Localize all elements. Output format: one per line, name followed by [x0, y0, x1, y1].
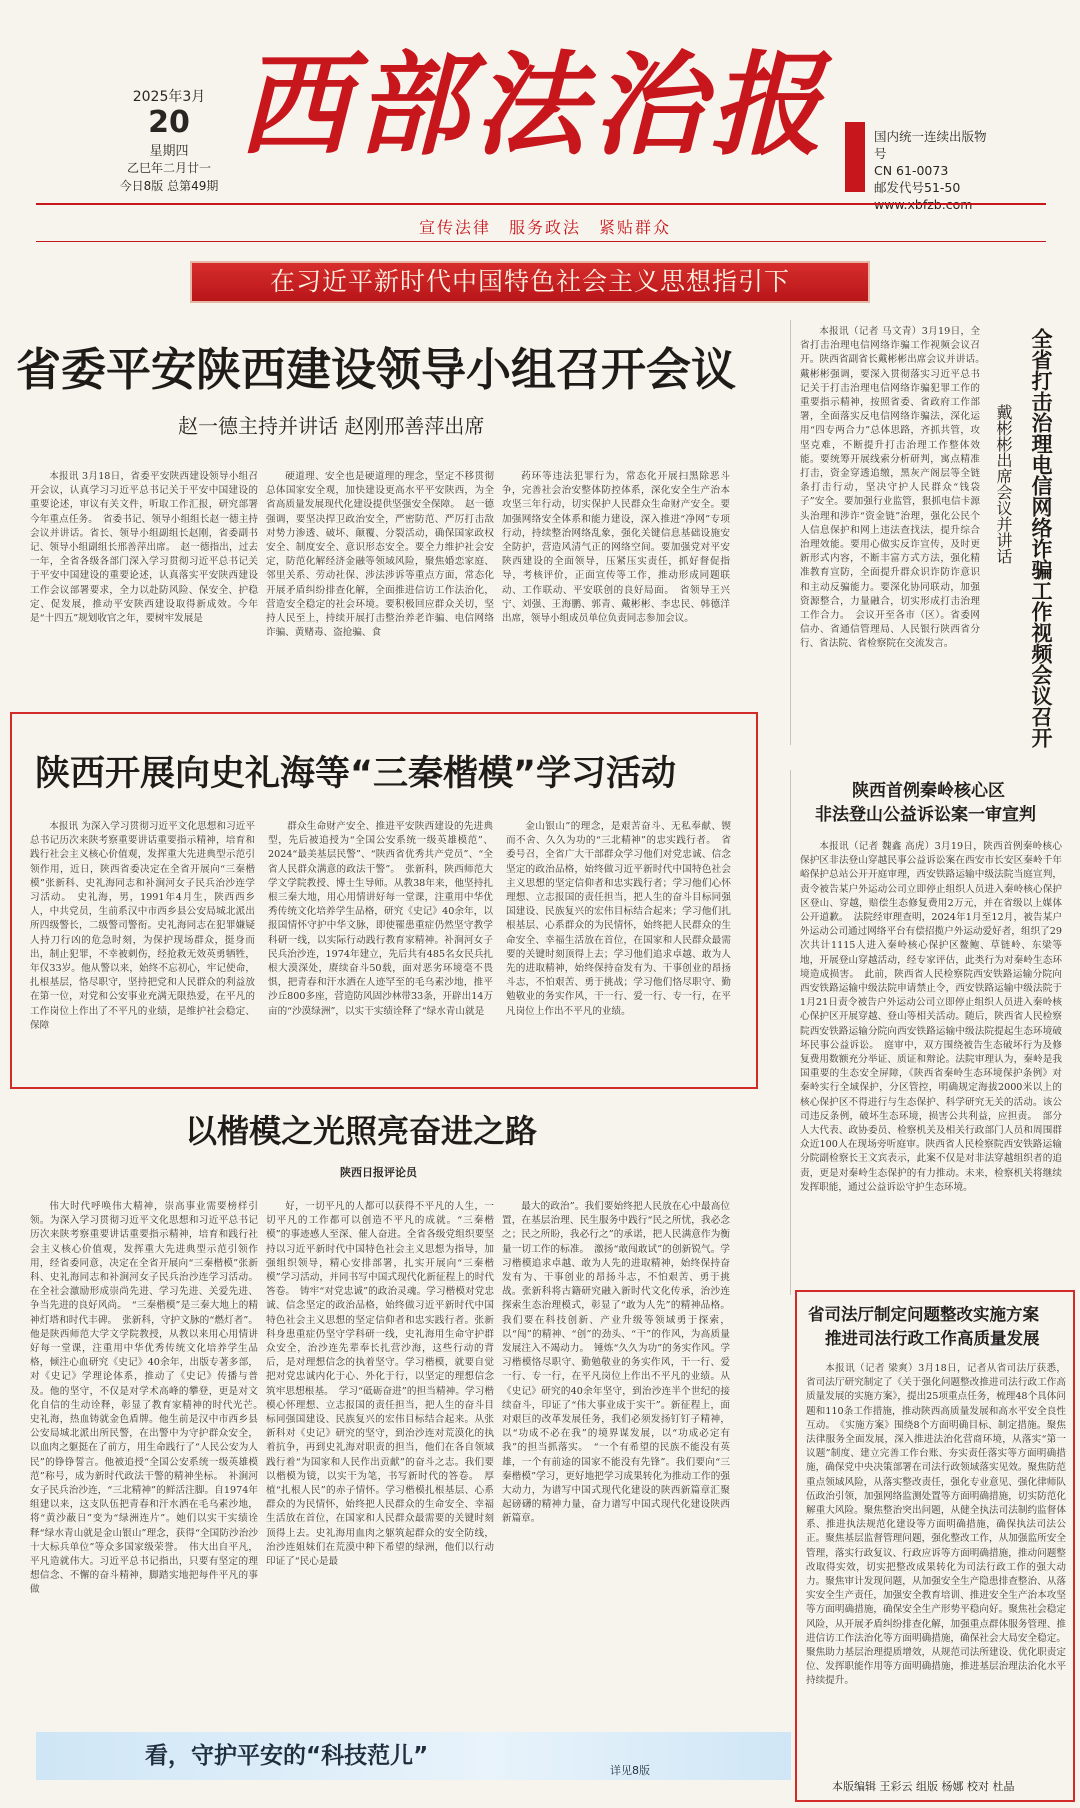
- justice-article-body: 本报讯（记者 梁爽）3月18日，记者从省司法厅获悉，省司法厅研究制定了《关于强化问题整改推进司法行政工作高质量发展的实施方案》，提出25项重点任务，梳理48个具体问题和110条工作措施，推动陕西高质量发展和高水平安全良性互动。 《实施方案》围绕8个方面明确目标、制定措施。聚焦法律服务全面发展，深入推进法治化营商环境，从落实“第一议题”制度、建立完善工作台账、夯实责任落实等方面明确措施，确保党中央决策部署在司法行政领域落实见效。聚焦防范重点领域风险，从落实整改责任，强化专业意见、强化律师队伍政治引领，加强网络监测处置等方面明确措施，切实防范化解重大风险。聚焦整治突出问题，从健全执法司法制约监督体系、推进执法规范化建设等方面明确措施，确保执法司法公正。聚焦基层监督管理问题，强化整改工作，从加强监所安全管理，落实行政复议、行政应诉等方面明确措施，推动问题整改取得实效，切实把整改成果转化为司法行政工作的强大动力。聚焦审计发现问题，从加强安全生产隐患排查整治、从落实安全生产责任，加强安全教育培训、推进安全生产治本攻坚等方面明确措施，确保安全生产形势平稳向好。聚焦社会稳定风险，从开展矛盾纠纷排查化解，加强重点群体服务管理、推进信访工作法治化等方面明确措施，确保社会大局安全稳定。聚焦助力基层治理提质增效，从规范司法所建设、优化职责定位、发挥职能作用等方面明确措施，推进基层治理法治化水平持续提升。: [806, 1363, 1066, 1687]
- qinling-headline-2: 非法登山公益诉讼案一审宣判: [815, 805, 1036, 825]
- telecom-subheadline: 戴彬彬出席会议并讲话: [994, 404, 1013, 564]
- issue-pages: 今日8版 总第49期: [119, 179, 219, 193]
- lead-column-2: 硬道理、安全也是硬道理的理念，坚定不移贯彻总体国家安全观，加快建设更高水平平安陕西，为全省高质量发展现代化建设提供坚强安全保障。 赵一德强调，要坚决捍卫政治安全，严密防范、严厉打击敌对势力渗透、破坏、颠覆、分裂活动，确保国家政权安全、制度安全、意识形态安全。要全力维护社会安定，防范化解经济金融等领域风险，聚焦婚恋家庭、邻里关系、劳动社保、涉法涉诉等重点方面，常态化开展矛盾纠纷排查化解，全面推进信访工作法治化，营造安全稳定的社会环境。要积极回应群众关切，坚持人民至上，持续开展打击整治养老诈骗、电信网络诈骗、黄赌毒、盗抢骗、食: [266, 471, 494, 639]
- slogan-rule: [36, 241, 1046, 242]
- lead-column-3: 药环等违法犯罪行为，常态化开展扫黑除恶斗争，完善社会治安整体防控体系，深化安全生产治本攻坚三年行动，切实保护人民群众生命财产安全。要加强网络安全体系和能力建设，深入推进“净网”专项行动，持续整治网络乱象，强化关键信息基础设施安全防护，营造风清气正的网络空间。要加强党对平安陕西建设的全面领导，压紧压实责任，抓好督促指导，考核评价，正面宣传等工作，推动形成同题联动、工作联动、平安联创的良好局面。 省领导王兴宁、刘强、王海鹏、郭青、戴彬彬、李忠民、韩德洋出席，领导小组成员单位负责同志参加会议。: [502, 471, 730, 625]
- masthead-red-bar: [845, 122, 865, 192]
- lead-column-1: 本报讯 3月18日，省委平安陕西建设领导小组召开会议，认真学习习近平总书记关于平安中国建设的重要论述，审议有关文件，听取工作汇报，研究部署今年重点任务。 省委书记、领导小组组长赵一德主持会议并讲话。省长、领导小组副组长赵刚，省委副书记、领导小组副组长邢善萍出席。 赵一德指出，过去一年，全省各级各部门深入学习贯彻习近平总书记关于平安中国建设的重要论述，认真落实平安陕西建设工作会议部署要求，全力以赴防风险、保安全、护稳定、促发展，推动平安陕西建设取得新成效。今年是“十四五”规划收官之年，要树牢发展是: [30, 471, 258, 625]
- sanqin-column-3: 金山银山”的理念，是艰苦奋斗、无私奉献、锲而不舍、久久为功的“三北精神”的忠实践行者。 省委号召，全省广大干部群众学习他们对党忠诚、信念坚定的政治品格，始终做习近平新时代中国特色社会主义思想的坚定信仰者和忠实践行者；学习他们心怀理想、立志报国的责任担当，把人生的奋斗目标同强国建设、民族复兴的宏伟目标结合起来；学习他们扎根基层、心系群众的为民情怀，始终把人民群众的生命安全、幸福生活放在首位，在国家和人民群众最需要的关键时刻顶得上去；学习他们追求卓越、敢为人先的进取精神，始终保持奋发有为、干事创业的昂扬斗志，不怕艰苦、勇于挑战；学习他们恪尽职守、勤勉敬业的务实作风，干一行、爱一行、专一行，在平凡岗位上作出不平凡的业绩。: [506, 821, 731, 1017]
- page-editor-credits: 本版编辑 王彩云 组版 杨娜 校对 杜晶: [832, 1780, 1015, 1793]
- theme-banner-text: 在习近平新时代中国特色社会主义思想指引下: [269, 267, 790, 296]
- publication-info: [874, 128, 994, 213]
- newspaper-logo-title: 西部法治报: [238, 40, 828, 171]
- telecom-headline: 全省打击治理电信网络诈骗工作视频会议召开: [1029, 328, 1053, 748]
- publication-info-line: 邮发代号51-50: [874, 180, 961, 195]
- date-day: 20: [148, 105, 190, 140]
- qinling-article-body: 本报讯（记者 魏鑫 高虎）3月19日，陕西首例秦岭核心保护区非法登山穿越民事公益诉讼案在西安市长安区秦岭千年峪保护总站公开开庭审理，西安铁路运输中级法院当庭宣判，责令被告某户外运动公司立即停止组织人员进入秦岭核心保护区登山、穿越，赔偿生态修复费用2万元，并在省级以上媒体公开道歉。 法院经审理查明，2024年1月至12月，被告某户外运动公司通过网络平台有偿招揽户外运动爱好者，组织了29次共计1115人进入秦岭核心保护区鳌鲍、草链岭、东梁等地，开展登山穿越活动，经专家评估，此类行为对秦岭生态环境造成损害。 此前，陕西省人民检察院西安铁路运输分院向西安铁路运输中级法院申请禁止令，西安铁路运输中级法院于1月21日责令被告户外运动公司立即停止组织人员进入秦岭核心保护区开展穿越、登山等相关活动。随后，陕西省人民检察院西安铁路运输分院向西安铁路运输中级法院提起生态环境破坏民事公益诉讼。 庭审中，双方围绕被告生态破坏行为及修复费用数额充分举证、质证和辩论。法院审理认为，秦岭是我国重要的生态安全屏障，《陕西省秦岭生态环境保护条例》对秦岭实行全域保护，分区管控，明确规定海拔2000米以上的核心保护区不得进行与生态保护、科学研究无关的活动。该公司违反条例，破坏生态环境，损害公共利益，应担责。 部分人大代表、政协委员、检察机关及相关行政部门人员和周围群众近100人在现场旁听庭审。陕西省人民检察院西安铁路运输分院副检察长王文宾表示，此案不仅是对非法穿越组织者的追责，更是对秦岭生态保护的有力推动。未来，检察机关将继续发挥职能，通过公益诉讼守护生态环境。: [800, 841, 1062, 1193]
- commentary-column-1: 伟大时代呼唤伟大精神，崇高事业需要榜样引领。为深入学习贯彻习近平文化思想和习近平总书记历次来陕考察重要讲话重要指示精神，培育和践行社会主义核心价值观，发挥重大先进典型示范引领作用，经省委同意，决定在全省开展向“三秦楷模”张新科、史礼海同志和补涧河女子民兵治沙连学习活动。在全社会激励形成崇尚先进、学习先进、关爱先进、争当先进的良好风尚。 “三秦楷模”是三秦大地上的精神灯塔和时代丰碑。 张新科，守护文脉的“燃灯者”。他是陕西师范大学文学院教授，从教以来用心用情讲好每一堂课，注重用中华优秀传统文化培养学生品格，倾注心血研究《史记》40余年，出版专著多部，对《史记》学理论体系，推动了《史记》传播与普及。他的坚守，不仅是对学术高峰的攀登，更是对文化自信的生动诠释，彰显了教育家精神的时代光芒。 史礼海，热血铸就金色盾牌。他生前是汉中市西乡县公安局城北派出所民警，在出警中为守护群众安全，以血肉之躯挺在了前方，用生命践行了“人民公安为人民”的铮铮誓言。他被追授“全国公安系统一级英雄模范”称号，成为新时代政法干警的精神坐标。 补涧河女子民兵治沙连，“三北精神”的鲜活注脚。自1974年组建以来，这支队伍把青春和汗水洒在毛乌素沙地，将“黄沙蔽日”变为“绿洲连片”。她们以实干实绩诠释“绿水青山就是金山银山”理念，获得“全国防沙治沙十大标兵单位”等众多国家级荣誉。 伟大出自平凡，平凡造就伟大。习近平总书记指出，只要有坚定的理想信念、不懈的奋斗精神，脚踏实地把每件平凡的事做: [30, 1201, 268, 1596]
- masthead-date-block: [104, 86, 234, 195]
- justice-headline: 省司法厅制定问题整改实施方案: [808, 1305, 1039, 1324]
- sanqin-headline: 陕西开展向史礼海等“三秦楷模”学习活动: [35, 754, 677, 794]
- commentary-headline: 以楷模之光照亮奋进之路: [185, 1112, 538, 1150]
- commentary-column-2: 好，一切平凡的人都可以获得不平凡的人生，一切平凡的工作都可以创造不平凡的成就。“三秦楷模”的事迹感人至深、催人奋进。全省各级党组织要坚持以习近平新时代中国特色社会主义思想为指导，加强组织领导，精心安排部署，扎实开展向“三秦楷模”学习活动，并同书写中国式现代化新征程上的时代答卷。 铸牢“对党忠诚”的政治灵魂。学习楷模对党忠诚、信念坚定的政治品格，始终做习近平新时代中国特色社会主义思想的坚定信仰者和忠实践行者。张新科身患重症仍坚守学科研一线，史礼海用生命守护群众安全，治沙连先辈奉长扎营沙海，这些行动的背后，是对理想信念的执着坚守。学习楷模，就要自觉把对党忠诚内化于心、外化于行，以坚定的理想信念筑牢思想根基。 学习“砥砺奋进”的担当精神。学习楷模心怀理想、立志报国的责任担当，把人生的奋斗目标同强国建设、民族复兴的宏伟目标结合起来。从张新科对《史记》研究的坚守，到治沙连对荒漠化的执着抗争，再到史礼海对职责的担当，他们在各自领域践行着“为国家和人民作出贡献”的奋斗之志。我们要以楷模为镜，以实干为笔，书写新时代的答卷。 厚植“扎根人民”的赤子情怀。学习楷模扎根基层、心系群众的为民情怀，始终把人民群众的生命安全、幸福生活放在首位，在国家和人民群众最需要的关键时刻顶得上去。史礼海用血肉之躯筑起群众的安全防线，治沙连姐妹们在荒漠中种下希望的绿洲，他们以行动印证了“民心是最: [266, 1201, 494, 1568]
- sanqin-column-1: 本报讯 为深入学习贯彻习近平文化思想和习近平总书记历次来陕考察重要讲话重要指示精神，培育和践行社会主义核心价值观，发挥重大先进典型示范引领作用，近日，陕西省委决定在全省开展向“三秦楷模”张新科、史礼海同志和补涧河女子民兵治沙连学习活动。 史礼海，男，1991年4月生，陕西西乡人，中共党员，生前系汉中市西乡县公安局城北派出所四级警长，二级警司警衔。史礼海同志在犯罪嫌疑人持刀行凶的危急时刻，为保护现场群众，挺身而出，制止犯罪，不幸被刺伤，经抢救无效英勇牺牲，年仅33岁。他从警以来，始终不忘初心，牢记使命，扎根基层，恪尽职守，坚持把党和人民群众的利益放在第一位，对党和公安事业充满无限热爱，在平凡的工作岗位上作出了不平凡的业绩，是维护社会稳定、保障: [30, 821, 255, 1031]
- date-year-month: 2025年3月: [132, 89, 206, 105]
- date-weekday: 星期四: [149, 144, 189, 159]
- theme-banner: [190, 261, 870, 303]
- justice-headline-2: 推进司法行政工作高质量发展: [825, 1329, 1040, 1348]
- date-lunar: 乙巳年二月廿一: [126, 161, 211, 175]
- sanqin-column-2: 群众生命财产安全、推进平安陕西建设的先进典型，先后被追授为“全国公安系统一级英雄模范”、2024“最美基层民警”、“陕西省优秀共产党员”、“全省人民群众满意的政法干警”。 张新科，陕西师范大学文学院教授、博士生导师。从教38年来，他坚持扎根三秦大地，用心用情讲好每一堂课，注重用中华优秀传统文化培养学生品格，研究《史记》40余年，以报国情怀守护中华文脉，即使罹患重症仍然坚守教学科研一线，以实际行动践行教育家精神。补涧河女子民兵治沙连，1974年建立，先后共有485名女民兵扎根大漠深处，赓续奋斗50载，面对恶劣环境毫不畏惧，把青春和汗水洒在人迹罕至的毛乌素沙地，推平沙丘800多座，营造防风固沙林带33条，开辟出14万亩的“沙漠绿洲”，以实干实绩诠释了“绿水青山就是: [268, 821, 494, 1017]
- column-divider: [790, 320, 791, 745]
- column-divider: [790, 770, 791, 1295]
- footer-see-page[interactable]: 详见8版: [610, 1764, 650, 1777]
- publication-info-line: CN 61-0073: [874, 163, 949, 178]
- qinling-headline: 陕西首例秦岭核心区: [852, 781, 1005, 801]
- commentary-byline: 陕西日报评论员: [340, 1166, 417, 1179]
- masthead-rule: [36, 203, 1046, 205]
- telecom-article-body: 本报讯（记者 马文青）3月19日，全省打击治理电信网络诈骗工作视频会议召开。陕西省副省长戴彬彬出席会议并讲话。 戴彬彬强调，要深入贯彻落实习近平总书记关于打击治理电信网络诈骗犯罪工作的重要指示精神，按照省委、省政府工作部署，全面落实反电信网络诈骗法，深化运用“四专两合力”总体思路，齐抓共管，攻坚克难，不断提升打击治理工作整体效能。要统筹开展线索分析研判，寓点精准打击，资金穿透追缴，黑灰产阁层等全链条打击行动，坚决守护人民群众“钱袋子”安全。要加强行业监管，狠抓电信卡源头治理和涉诈“资金链”治理，强化公民个人信息保护和网上违法查找法，提升综合治理效能。要用心做实反诈宣传，及时更新形式内容，不断丰富方式方法，强化精准教育宣防，全面提升群众识诈防诈意识和主动反骗能力。要深化协同联动，加强资源整合，力量融合，切实形成打击治理工作合力。 会议开至各市（区）。省委网信办、省通信管理局、人民银行陕西省分行、省法院、省检察院在交流发言。: [800, 326, 990, 650]
- lead-subheadline: 赵一德主持并讲话 赵刚邢善萍出席: [178, 414, 485, 438]
- slogan: 宣传法律 服务政法 紧贴群众: [418, 218, 671, 237]
- footer-teaser-title[interactable]: 看，守护平安的“科技范儿”: [145, 1743, 429, 1769]
- publication-info-line: 国内统一连续出版物号: [874, 129, 987, 161]
- lead-headline: 省委平安陕西建设领导小组召开会议: [16, 343, 737, 396]
- commentary-column-3: 最大的政治”。我们要始终把人民放在心中最高位置，在基层治理、民生服务中践行“民之所忧，我必念之；民之所盼，我必行之”的承诺，把人民满意作为衡量一切工作的标准。 激扬“敢闯敢试”的创新锐气。学习楷模追求卓越、敢为人先的进取精神，始终保持奋发有为、干事创业的昂扬斗志，不怕艰苦、勇于挑战。张新科将古籍研究融入新时代文化传承，治沙连探索生态治理模式，彰显了“敢为人先”的精神品格。我们要在科技创新、产业升级等领域勇于探索，以“闯”的精神、“创”的劲头、“干”的作风，为高质量发展注入不竭动力。 锤炼“久久为功”的务实作风。学习楷模恪尽职守、勤勉敬业的务实作风，干一行、爱一行、专一行，在平凡岗位上作出不平凡的业绩。从《史记》研究的40余年坚守，到治沙连半个世纪的接续奋斗，印证了“伟大事业成于实干”。新征程上，面对艰巨的改革发展任务，我们必须发扬钉钉子精神，以“功成不必在我”的境界谋发展，以“功成必定有我”的担当抓落实。 “一个有希望的民族不能没有英雄，一个有前途的国家不能没有先锋”。我们要向“三秦楷模”学习，更好地把学习成果转化为推动工作的强大动力，为谱写中国式现代化建设的陕西新篇章汇聚起磅礴的精神力量，奋力谱写中国式现代化建设陕西新篇章。: [502, 1201, 730, 1525]
